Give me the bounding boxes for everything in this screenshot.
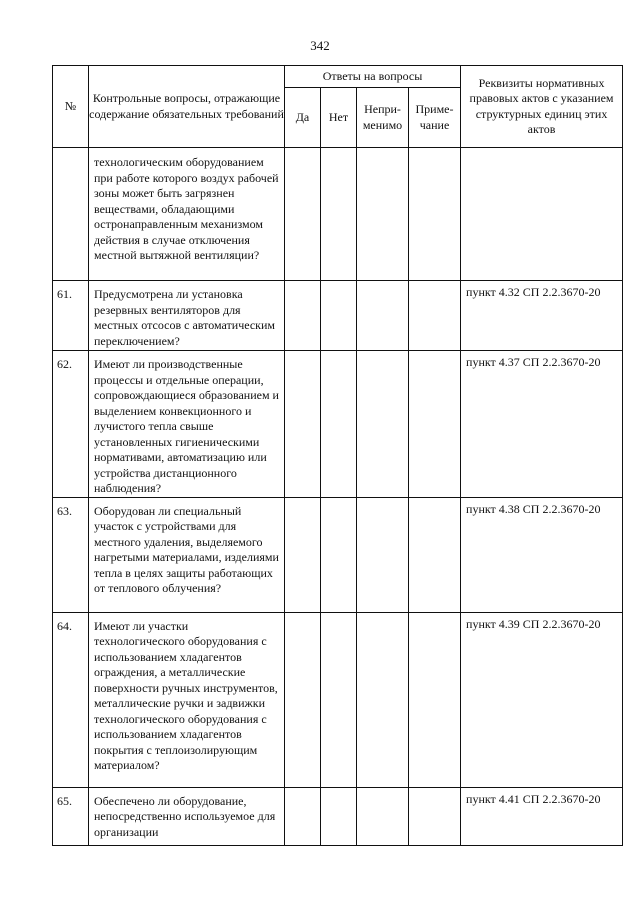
answer-no-cell[interactable] xyxy=(321,787,357,845)
row-question: Имеют ли производственные процессы и отдельные операции, сопровождающиеся образованием и выделением конвекционного и лучистого тепла свыше установленных гигиеническими нормативами, автоматизацию или устройства дистанционного наблюдения? xyxy=(89,351,285,498)
row-question: Оборудован ли специальный участок с устройствами для местного удаления, выделяемого нагретыми материалами, изделиями тепла в целях защиты работающих от теплового облучения? xyxy=(89,497,285,612)
answer-yes-cell[interactable] xyxy=(285,612,321,787)
answer-not-applicable-cell[interactable] xyxy=(357,787,409,845)
row-number: 62. xyxy=(53,351,89,498)
table-row xyxy=(53,612,623,787)
table-row xyxy=(53,497,623,612)
answer-note-cell[interactable] xyxy=(409,787,461,845)
answer-no-cell[interactable] xyxy=(321,351,357,498)
table-row xyxy=(53,351,623,498)
answer-note-cell[interactable] xyxy=(409,612,461,787)
answer-note-cell[interactable] xyxy=(409,148,461,281)
row-reference xyxy=(461,148,623,281)
answer-not-applicable-cell[interactable] xyxy=(357,148,409,281)
header-requisites: Реквизиты нормативных правовых актов с указанием структурных единиц этих актов xyxy=(461,66,623,148)
answer-not-applicable-cell[interactable] xyxy=(357,351,409,498)
row-number: 61. xyxy=(53,281,89,351)
answer-no-cell[interactable] xyxy=(321,148,357,281)
answer-no-cell[interactable] xyxy=(321,612,357,787)
header-not-applicable: Непри-менимо xyxy=(357,88,409,148)
answer-yes-cell[interactable] xyxy=(285,787,321,845)
answer-note-cell[interactable] xyxy=(409,351,461,498)
row-reference: пункт 4.32 СП 2.2.3670-20 xyxy=(461,281,623,351)
row-question: Обеспечено ли оборудование, непосредственно используемое для организации xyxy=(89,787,285,845)
row-reference: пункт 4.41 СП 2.2.3670-20 xyxy=(461,787,623,845)
row-question: Предусмотрена ли установка резервных вентиляторов для местных отсосов с автоматическим переключением? xyxy=(89,281,285,351)
answer-yes-cell[interactable] xyxy=(285,497,321,612)
table-row xyxy=(53,148,623,281)
row-number: 64. xyxy=(53,612,89,787)
answer-not-applicable-cell[interactable] xyxy=(357,497,409,612)
header-note: Приме-чание xyxy=(409,88,461,148)
answer-yes-cell[interactable] xyxy=(285,281,321,351)
page-number: 342 xyxy=(310,38,330,53)
answer-note-cell[interactable] xyxy=(409,281,461,351)
header-questions: Контрольные вопросы, отражающие содержание обязательных требований xyxy=(89,66,285,148)
answer-not-applicable-cell[interactable] xyxy=(357,612,409,787)
row-question: технологическим оборудованием при работе которого воздух рабочей зоны может быть загрязнен веществами, обладающими остронаправленным механизмом действия в случае отключения местной вытяжной вентиляции? xyxy=(89,148,285,281)
row-reference: пункт 4.37 СП 2.2.3670-20 xyxy=(461,351,623,498)
row-reference: пункт 4.38 СП 2.2.3670-20 xyxy=(461,497,623,612)
row-number xyxy=(53,148,89,281)
row-question: Имеют ли участки технологического оборудования с использованием хладагентов ограждения, а металлические поверхности ручных инструментов, металлические ручки и задвижки технологического оборудования с использованием хладагентов покрытия с теплоизолирующим материалом? xyxy=(89,612,285,787)
table-row xyxy=(53,787,623,845)
header-answers: Ответы на вопросы xyxy=(285,66,461,88)
row-reference: пункт 4.39 СП 2.2.3670-20 xyxy=(461,612,623,787)
row-number: 63. xyxy=(53,497,89,612)
answer-not-applicable-cell[interactable] xyxy=(357,281,409,351)
answer-no-cell[interactable] xyxy=(321,281,357,351)
row-number: 65. xyxy=(53,787,89,845)
table-row xyxy=(53,281,623,351)
header-no: Нет xyxy=(321,88,357,148)
header-yes: Да xyxy=(285,88,321,148)
answer-yes-cell[interactable] xyxy=(285,351,321,498)
answer-yes-cell[interactable] xyxy=(285,148,321,281)
answer-note-cell[interactable] xyxy=(409,497,461,612)
header-number: № xyxy=(53,66,89,148)
answer-no-cell[interactable] xyxy=(321,497,357,612)
checklist-table xyxy=(52,65,623,846)
